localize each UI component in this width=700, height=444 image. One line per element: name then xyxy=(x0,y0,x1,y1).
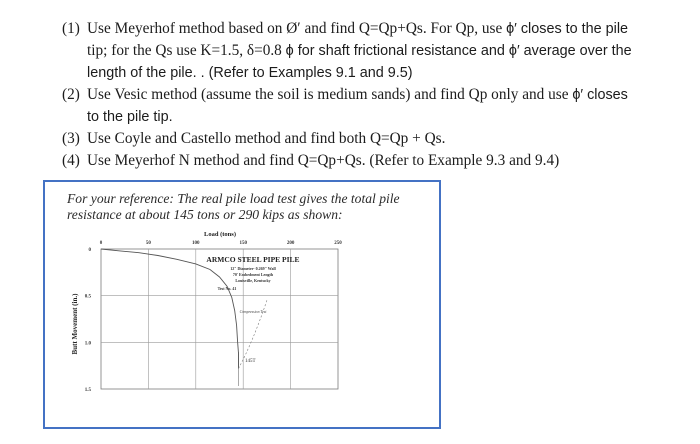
chart-title: ARMCO STEEL PIPE PILE xyxy=(206,255,300,264)
plot-frame xyxy=(101,249,338,389)
chart-subtitle-line: Test No. 41 xyxy=(217,286,237,291)
x-tick-label: 200 xyxy=(286,241,295,246)
instruction-text: Use Meyerhof method based on Ø′ and find Q=Qp+Qs. For Qp, use xyxy=(87,20,507,37)
reference-line-1: For your reference: The real pile load test gives the total pile xyxy=(67,191,400,206)
instruction-text: Use Vesic method (assume the soil is medium sands) and find Qp only and use xyxy=(87,86,573,103)
chart-subtitle-line: 12" Diameter- 0.269" Wall xyxy=(230,266,276,271)
instruction-number: (4) xyxy=(62,152,80,169)
instruction-line xyxy=(87,106,692,128)
chart-subtitle-line: 70' Embedment Length xyxy=(232,272,274,277)
instruction-text: ϕ′ closes xyxy=(572,87,628,103)
instruction-text: ϕ for shaft frictional resistance and ϕ′ average over the xyxy=(285,43,632,59)
ultimate-load-label: 145T xyxy=(245,359,256,364)
x-tick-label: 150 xyxy=(239,241,247,246)
load-test-chart xyxy=(45,182,439,427)
y-tick-label: 1.0 xyxy=(84,341,91,347)
instruction-line xyxy=(87,150,692,172)
reference-line-2: resistance at about 145 tons or 290 kips as shown: xyxy=(67,207,343,222)
instruction-number: (1) xyxy=(62,20,80,37)
instruction-text: tip; for the Qs use K=1.5, δ=0.8 xyxy=(87,42,286,59)
instruction-text: to the pile tip. xyxy=(87,109,173,125)
x-tick-label: 250 xyxy=(334,241,342,246)
instruction-line xyxy=(87,84,692,106)
instruction-line xyxy=(87,62,692,84)
instruction-text: Use Meyerhof N method and find Q=Qp+Qs. (Refer to Example 9.3 and 9.4) xyxy=(87,152,560,169)
instruction-line xyxy=(87,18,692,40)
y-tick-label: 0.5 xyxy=(84,294,91,300)
reference-box xyxy=(43,180,441,429)
x-tick-label: 100 xyxy=(192,241,200,246)
compression-test-label: Compression Test xyxy=(239,310,267,314)
instruction-item xyxy=(62,150,692,172)
instruction-text: length of the pile. . (Refer to Examples 9.1 and 9.5) xyxy=(87,65,413,81)
x-tick-label: 0 xyxy=(99,241,103,246)
y-tick-label: 0 xyxy=(88,248,91,253)
x-tick-label: 50 xyxy=(145,241,151,246)
instruction-number: (3) xyxy=(62,130,80,147)
y-axis-label: Butt Movement (in.) xyxy=(71,293,79,355)
load-settlement-curve xyxy=(101,249,239,369)
instruction-item xyxy=(62,18,692,84)
instruction-line xyxy=(87,40,692,62)
x-axis-label: Load (tons) xyxy=(204,231,236,238)
instruction-number: (2) xyxy=(62,86,80,103)
y-tick-label: 1.5 xyxy=(84,388,91,393)
instruction-item xyxy=(62,128,692,150)
instruction-text: Use Coyle and Castello method and find both Q=Qp + Qs. xyxy=(87,130,446,147)
instruction-line xyxy=(87,128,692,150)
instruction-text: ϕ′ closes to the pile xyxy=(506,21,629,37)
instruction-item xyxy=(62,84,692,128)
instruction-list xyxy=(62,18,692,172)
chart-subtitle-line: Louisville, Kentucky xyxy=(235,278,271,283)
